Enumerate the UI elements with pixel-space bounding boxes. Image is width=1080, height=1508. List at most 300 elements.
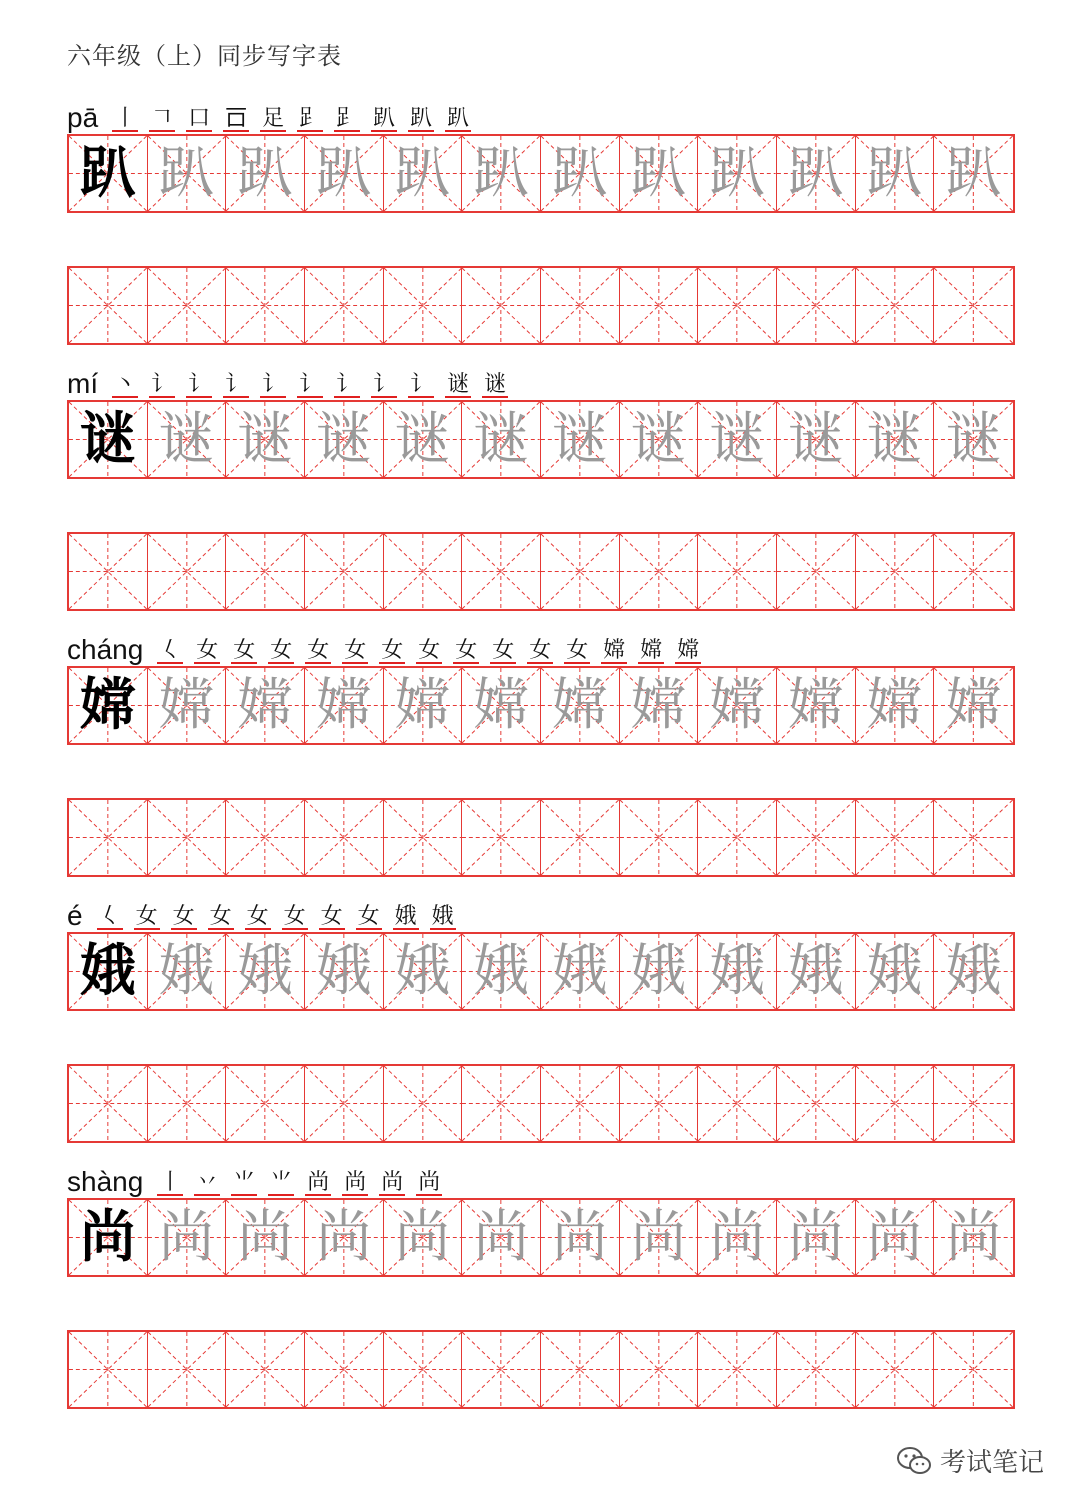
stroke-order-step: 𠮛 bbox=[225, 106, 248, 131]
stroke-order-step: 嫦 bbox=[677, 638, 700, 663]
grid-guides bbox=[69, 534, 147, 609]
grid-guides bbox=[620, 1066, 698, 1141]
grid-guides bbox=[305, 534, 383, 609]
writing-cell[interactable] bbox=[934, 402, 1013, 477]
practice-grid-row bbox=[67, 798, 1015, 877]
writing-cell[interactable] bbox=[148, 668, 227, 743]
stroke-order-step: 尚 bbox=[418, 1170, 441, 1195]
grid-guides bbox=[934, 1066, 1013, 1141]
writing-cell[interactable] bbox=[69, 534, 148, 609]
stroke-order-step: 𧾷 bbox=[299, 106, 322, 131]
trace-character: 嫦 bbox=[866, 672, 923, 738]
model-character: 尚 bbox=[79, 1204, 136, 1270]
writing-cell[interactable] bbox=[226, 1200, 305, 1275]
writing-cell[interactable] bbox=[541, 534, 620, 609]
trace-character: 谜 bbox=[866, 406, 923, 472]
writing-cell[interactable] bbox=[934, 1066, 1013, 1141]
writing-cell[interactable] bbox=[69, 1066, 148, 1141]
trace-character: 娥 bbox=[630, 938, 687, 1004]
writing-cell[interactable] bbox=[620, 268, 699, 343]
trace-character: 谜 bbox=[709, 406, 766, 472]
writing-cell[interactable] bbox=[541, 668, 620, 743]
trace-character: 趴 bbox=[551, 140, 608, 206]
trace-character: 娥 bbox=[237, 938, 294, 1004]
grid-guides bbox=[226, 268, 304, 343]
writing-cell[interactable] bbox=[148, 1066, 227, 1141]
practice-grid-row bbox=[67, 266, 1015, 345]
writing-cell[interactable] bbox=[856, 800, 935, 875]
writing-cell[interactable] bbox=[305, 1200, 384, 1275]
writing-cell[interactable] bbox=[148, 1200, 227, 1275]
writing-cell[interactable] bbox=[698, 800, 777, 875]
writing-cell[interactable] bbox=[856, 1200, 935, 1275]
writing-cell[interactable] bbox=[698, 668, 777, 743]
writing-cell[interactable] bbox=[541, 268, 620, 343]
trace-character: 谜 bbox=[551, 406, 608, 472]
writing-cell[interactable] bbox=[226, 1066, 305, 1141]
grid-guides bbox=[462, 268, 540, 343]
writing-cell[interactable] bbox=[698, 1332, 777, 1407]
grid-guides bbox=[305, 1066, 383, 1141]
writing-cell[interactable] bbox=[777, 1200, 856, 1275]
writing-cell[interactable] bbox=[934, 1332, 1013, 1407]
writing-cell[interactable] bbox=[226, 402, 305, 477]
model-character: 嫦 bbox=[79, 672, 136, 738]
writing-cell[interactable] bbox=[384, 934, 463, 1009]
model-character: 娥 bbox=[79, 938, 136, 1004]
trace-character: 娥 bbox=[866, 938, 923, 1004]
tracing-grid-row bbox=[67, 932, 1015, 1011]
grid-guides bbox=[384, 268, 462, 343]
stroke-order-step: ⺌ bbox=[270, 1170, 293, 1195]
stroke-order-step: 娥 bbox=[431, 904, 454, 929]
grid-guides bbox=[384, 534, 462, 609]
writing-cell[interactable] bbox=[541, 136, 620, 211]
writing-cell[interactable] bbox=[856, 668, 935, 743]
pinyin-stroke-line bbox=[67, 890, 467, 930]
trace-character: 尚 bbox=[158, 1204, 215, 1270]
writing-cell[interactable] bbox=[462, 1066, 541, 1141]
trace-character: 尚 bbox=[394, 1204, 451, 1270]
trace-character: 娥 bbox=[158, 938, 215, 1004]
writing-cell[interactable] bbox=[462, 402, 541, 477]
stroke-order-step: 女 bbox=[270, 638, 293, 663]
writing-cell[interactable] bbox=[148, 534, 227, 609]
grid-guides bbox=[148, 268, 226, 343]
grid-guides bbox=[698, 1332, 776, 1407]
writing-cell[interactable] bbox=[856, 534, 935, 609]
grid-guides bbox=[541, 800, 619, 875]
pinyin-stroke-line bbox=[67, 358, 519, 398]
grid-guides bbox=[777, 1332, 855, 1407]
writing-cell[interactable] bbox=[384, 136, 463, 211]
writing-cell[interactable] bbox=[541, 1200, 620, 1275]
grid-guides bbox=[226, 1332, 304, 1407]
grid-guides bbox=[69, 1066, 147, 1141]
writing-cell[interactable] bbox=[934, 934, 1013, 1009]
trace-character: 趴 bbox=[158, 140, 215, 206]
writing-cell[interactable] bbox=[620, 1066, 699, 1141]
writing-cell[interactable] bbox=[934, 534, 1013, 609]
writing-cell[interactable] bbox=[69, 1332, 148, 1407]
stroke-order-step: 讠 bbox=[188, 372, 211, 397]
trace-character: 尚 bbox=[551, 1204, 608, 1270]
writing-cell[interactable] bbox=[777, 268, 856, 343]
writing-cell[interactable] bbox=[698, 1066, 777, 1141]
trace-character: 谜 bbox=[945, 406, 1002, 472]
writing-cell[interactable] bbox=[384, 1200, 463, 1275]
writing-cell[interactable] bbox=[226, 934, 305, 1009]
trace-character: 谜 bbox=[787, 406, 844, 472]
writing-cell[interactable] bbox=[462, 268, 541, 343]
trace-character: 趴 bbox=[945, 140, 1002, 206]
stroke-order-step: 女 bbox=[307, 638, 330, 663]
writing-cell[interactable] bbox=[305, 268, 384, 343]
writing-cell[interactable] bbox=[226, 800, 305, 875]
trace-character: 趴 bbox=[237, 140, 294, 206]
stroke-order-step: 讠 bbox=[336, 372, 359, 397]
writing-cell[interactable] bbox=[148, 136, 227, 211]
writing-cell[interactable] bbox=[462, 136, 541, 211]
stroke-order-step: 尚 bbox=[381, 1170, 404, 1195]
writing-cell[interactable] bbox=[305, 668, 384, 743]
writing-cell[interactable] bbox=[541, 1066, 620, 1141]
grid-guides bbox=[698, 534, 776, 609]
stroke-order-step: 女 bbox=[172, 904, 195, 929]
grid-guides bbox=[384, 1066, 462, 1141]
writing-cell[interactable] bbox=[305, 800, 384, 875]
grid-guides bbox=[541, 268, 619, 343]
writing-cell[interactable] bbox=[305, 1066, 384, 1141]
writing-cell[interactable] bbox=[777, 136, 856, 211]
writing-cell[interactable] bbox=[934, 136, 1013, 211]
stroke-order-step: 𠃍 bbox=[151, 106, 174, 131]
writing-cell[interactable] bbox=[698, 1200, 777, 1275]
writing-cell[interactable] bbox=[698, 534, 777, 609]
grid-guides bbox=[934, 534, 1013, 609]
writing-cell[interactable] bbox=[148, 402, 227, 477]
writing-cell[interactable] bbox=[856, 268, 935, 343]
stroke-order-step: 丨 bbox=[159, 1170, 182, 1195]
grid-guides bbox=[541, 1066, 619, 1141]
trace-character: 娥 bbox=[473, 938, 530, 1004]
stroke-order-step: 趴 bbox=[373, 106, 396, 131]
grid-guides bbox=[148, 534, 226, 609]
writing-cell[interactable] bbox=[541, 934, 620, 1009]
stroke-order-step: 尚 bbox=[307, 1170, 330, 1195]
writing-cell[interactable] bbox=[777, 1332, 856, 1407]
writing-cell[interactable] bbox=[69, 402, 148, 477]
writing-cell[interactable] bbox=[462, 934, 541, 1009]
trace-character: 谜 bbox=[158, 406, 215, 472]
pinyin-stroke-line bbox=[67, 1156, 453, 1196]
watermark bbox=[896, 1442, 1044, 1479]
stroke-order-step: 嫦 bbox=[603, 638, 626, 663]
writing-cell[interactable] bbox=[934, 1200, 1013, 1275]
grid-guides bbox=[856, 1066, 934, 1141]
grid-guides bbox=[462, 1332, 540, 1407]
writing-cell[interactable] bbox=[934, 268, 1013, 343]
writing-cell[interactable] bbox=[620, 800, 699, 875]
writing-cell[interactable] bbox=[305, 402, 384, 477]
trace-character: 嫦 bbox=[394, 672, 451, 738]
stroke-order-step: 趴 bbox=[447, 106, 470, 131]
practice-grid-row bbox=[67, 1064, 1015, 1143]
trace-character: 娥 bbox=[394, 938, 451, 1004]
trace-character: 娥 bbox=[551, 938, 608, 1004]
stroke-order-step: 尚 bbox=[344, 1170, 367, 1195]
pinyin-label: cháng bbox=[67, 634, 144, 665]
writing-cell[interactable] bbox=[69, 668, 148, 743]
writing-cell[interactable] bbox=[777, 668, 856, 743]
writing-cell[interactable] bbox=[305, 1332, 384, 1407]
writing-cell[interactable] bbox=[698, 268, 777, 343]
writing-cell[interactable] bbox=[148, 800, 227, 875]
writing-cell[interactable] bbox=[462, 668, 541, 743]
writing-cell[interactable] bbox=[384, 1332, 463, 1407]
trace-character: 趴 bbox=[473, 140, 530, 206]
stroke-order-step: 女 bbox=[135, 904, 158, 929]
writing-cell[interactable] bbox=[934, 668, 1013, 743]
trace-character: 谜 bbox=[237, 406, 294, 472]
grid-guides bbox=[148, 1066, 226, 1141]
grid-guides bbox=[698, 800, 776, 875]
pinyin-stroke-line bbox=[67, 92, 482, 132]
wechat-icon bbox=[896, 1446, 932, 1476]
stroke-order-step: 女 bbox=[357, 904, 380, 929]
trace-character: 谜 bbox=[473, 406, 530, 472]
grid-guides bbox=[226, 1066, 304, 1141]
grid-guides bbox=[541, 1332, 619, 1407]
writing-cell[interactable] bbox=[541, 402, 620, 477]
writing-cell[interactable] bbox=[934, 800, 1013, 875]
trace-character: 趴 bbox=[630, 140, 687, 206]
grid-guides bbox=[69, 268, 147, 343]
trace-character: 嫦 bbox=[787, 672, 844, 738]
grid-guides bbox=[305, 1332, 383, 1407]
trace-character: 嫦 bbox=[709, 672, 766, 738]
writing-cell[interactable] bbox=[462, 1332, 541, 1407]
writing-cell[interactable] bbox=[698, 136, 777, 211]
stroke-order-step: 谜 bbox=[484, 372, 507, 397]
writing-cell[interactable] bbox=[226, 136, 305, 211]
grid-guides bbox=[856, 1332, 934, 1407]
trace-character: 尚 bbox=[866, 1204, 923, 1270]
grid-guides bbox=[69, 800, 147, 875]
stroke-order-step: 𧾷 bbox=[336, 106, 359, 131]
grid-guides bbox=[305, 800, 383, 875]
trace-character: 娥 bbox=[709, 938, 766, 1004]
writing-cell[interactable] bbox=[620, 934, 699, 1009]
trace-character: 嫦 bbox=[945, 672, 1002, 738]
grid-guides bbox=[934, 1332, 1013, 1407]
trace-character: 嫦 bbox=[158, 672, 215, 738]
trace-character: 娥 bbox=[945, 938, 1002, 1004]
trace-character: 尚 bbox=[630, 1204, 687, 1270]
writing-cell[interactable] bbox=[462, 1200, 541, 1275]
writing-cell[interactable] bbox=[384, 268, 463, 343]
writing-cell[interactable] bbox=[777, 934, 856, 1009]
trace-character: 尚 bbox=[945, 1204, 1002, 1270]
grid-guides bbox=[856, 268, 934, 343]
stroke-order-step: 讠 bbox=[373, 372, 396, 397]
trace-character: 趴 bbox=[866, 140, 923, 206]
stroke-order-step: 女 bbox=[455, 638, 478, 663]
writing-cell[interactable] bbox=[69, 1200, 148, 1275]
stroke-order-step: 女 bbox=[566, 638, 589, 663]
writing-cell[interactable] bbox=[384, 402, 463, 477]
writing-cell[interactable] bbox=[462, 534, 541, 609]
trace-character: 娥 bbox=[315, 938, 372, 1004]
trace-character: 嫦 bbox=[237, 672, 294, 738]
writing-cell[interactable] bbox=[226, 534, 305, 609]
practice-grid-row bbox=[67, 532, 1015, 611]
writing-cell[interactable] bbox=[698, 402, 777, 477]
grid-guides bbox=[777, 800, 855, 875]
grid-guides bbox=[305, 268, 383, 343]
stroke-order-step: 讠 bbox=[225, 372, 248, 397]
writing-cell[interactable] bbox=[226, 1332, 305, 1407]
writing-cell[interactable] bbox=[69, 800, 148, 875]
writing-cell[interactable] bbox=[384, 800, 463, 875]
writing-cell[interactable] bbox=[620, 1332, 699, 1407]
stroke-order-step: 女 bbox=[246, 904, 269, 929]
writing-cell[interactable] bbox=[698, 934, 777, 1009]
writing-cell[interactable] bbox=[305, 934, 384, 1009]
stroke-order-step: ⺌ bbox=[233, 1170, 256, 1195]
grid-guides bbox=[856, 800, 934, 875]
grid-guides bbox=[620, 268, 698, 343]
writing-cell[interactable] bbox=[541, 1332, 620, 1407]
model-character: 趴 bbox=[79, 140, 136, 206]
trace-character: 嫦 bbox=[315, 672, 372, 738]
stroke-order-step: 女 bbox=[196, 638, 219, 663]
writing-cell[interactable] bbox=[69, 934, 148, 1009]
writing-cell[interactable] bbox=[620, 402, 699, 477]
grid-guides bbox=[462, 534, 540, 609]
trace-character: 谜 bbox=[315, 406, 372, 472]
grid-guides bbox=[934, 800, 1013, 875]
stroke-order-step: 丷 bbox=[196, 1170, 219, 1195]
stroke-order-step: 女 bbox=[233, 638, 256, 663]
grid-guides bbox=[777, 268, 855, 343]
writing-cell[interactable] bbox=[69, 268, 148, 343]
stroke-order-step: 讠 bbox=[410, 372, 433, 397]
writing-cell[interactable] bbox=[620, 1200, 699, 1275]
grid-guides bbox=[226, 800, 304, 875]
grid-guides bbox=[148, 1332, 226, 1407]
trace-character: 尚 bbox=[315, 1204, 372, 1270]
grid-guides bbox=[384, 800, 462, 875]
stroke-order-step: 𡿨 bbox=[159, 638, 182, 663]
pinyin-label: mí bbox=[67, 368, 99, 399]
tracing-grid-row bbox=[67, 666, 1015, 745]
grid-guides bbox=[226, 534, 304, 609]
pinyin-label: é bbox=[67, 900, 83, 931]
stroke-order-step: 丶 bbox=[114, 372, 137, 397]
grid-guides bbox=[620, 534, 698, 609]
trace-character: 尚 bbox=[709, 1204, 766, 1270]
tracing-grid-row bbox=[67, 400, 1015, 479]
practice-grid-row bbox=[67, 1330, 1015, 1409]
trace-character: 嫦 bbox=[551, 672, 608, 738]
trace-character: 嫦 bbox=[473, 672, 530, 738]
stroke-order-step: 女 bbox=[418, 638, 441, 663]
grid-guides bbox=[148, 800, 226, 875]
writing-cell[interactable] bbox=[856, 1066, 935, 1141]
grid-guides bbox=[620, 1332, 698, 1407]
pinyin-label: shàng bbox=[67, 1166, 144, 1197]
writing-cell[interactable] bbox=[226, 268, 305, 343]
writing-cell[interactable] bbox=[148, 1332, 227, 1407]
stroke-order-step: 趴 bbox=[410, 106, 433, 131]
writing-cell[interactable] bbox=[777, 402, 856, 477]
model-character: 谜 bbox=[79, 406, 136, 472]
stroke-order-step: 讠 bbox=[299, 372, 322, 397]
trace-character: 趴 bbox=[394, 140, 451, 206]
grid-guides bbox=[934, 268, 1013, 343]
stroke-order-step: 嫦 bbox=[640, 638, 663, 663]
stroke-order-step: 讠 bbox=[262, 372, 285, 397]
writing-cell[interactable] bbox=[777, 800, 856, 875]
tracing-grid-row bbox=[67, 134, 1015, 213]
writing-cell[interactable] bbox=[384, 534, 463, 609]
writing-cell[interactable] bbox=[620, 668, 699, 743]
writing-cell[interactable] bbox=[148, 934, 227, 1009]
trace-character: 谜 bbox=[394, 406, 451, 472]
watermark-text: 考试笔记 bbox=[939, 1448, 1044, 1478]
grid-guides bbox=[462, 1066, 540, 1141]
trace-character: 娥 bbox=[787, 938, 844, 1004]
writing-cell[interactable] bbox=[856, 136, 935, 211]
writing-cell[interactable] bbox=[777, 1066, 856, 1141]
writing-cell[interactable] bbox=[384, 1066, 463, 1141]
grid-guides bbox=[856, 534, 934, 609]
pinyin-stroke-line bbox=[67, 624, 712, 664]
stroke-order-step: 娥 bbox=[394, 904, 417, 929]
stroke-order-step: 女 bbox=[209, 904, 232, 929]
writing-cell[interactable] bbox=[384, 668, 463, 743]
trace-character: 尚 bbox=[787, 1204, 844, 1270]
stroke-order-step: 女 bbox=[320, 904, 343, 929]
stroke-order-step: 女 bbox=[283, 904, 306, 929]
grid-guides bbox=[384, 1332, 462, 1407]
writing-cell[interactable] bbox=[69, 136, 148, 211]
writing-cell[interactable] bbox=[856, 934, 935, 1009]
stroke-order-step: 丨 bbox=[114, 106, 137, 131]
writing-cell[interactable] bbox=[462, 800, 541, 875]
grid-guides bbox=[698, 268, 776, 343]
writing-cell[interactable] bbox=[541, 800, 620, 875]
trace-character: 尚 bbox=[473, 1204, 530, 1270]
writing-cell[interactable] bbox=[856, 402, 935, 477]
tracing-grid-row bbox=[67, 1198, 1015, 1277]
writing-cell[interactable] bbox=[620, 534, 699, 609]
stroke-order-step: 女 bbox=[529, 638, 552, 663]
writing-cell[interactable] bbox=[777, 534, 856, 609]
writing-cell[interactable] bbox=[856, 1332, 935, 1407]
writing-cell[interactable] bbox=[305, 136, 384, 211]
grid-guides bbox=[69, 1332, 147, 1407]
grid-guides bbox=[620, 800, 698, 875]
writing-cell[interactable] bbox=[226, 668, 305, 743]
stroke-order-step: 谜 bbox=[447, 372, 470, 397]
writing-cell[interactable] bbox=[148, 268, 227, 343]
writing-cell[interactable] bbox=[620, 136, 699, 211]
stroke-order-step: 口 bbox=[188, 106, 211, 131]
writing-cell[interactable] bbox=[305, 534, 384, 609]
stroke-order-step: 女 bbox=[344, 638, 367, 663]
